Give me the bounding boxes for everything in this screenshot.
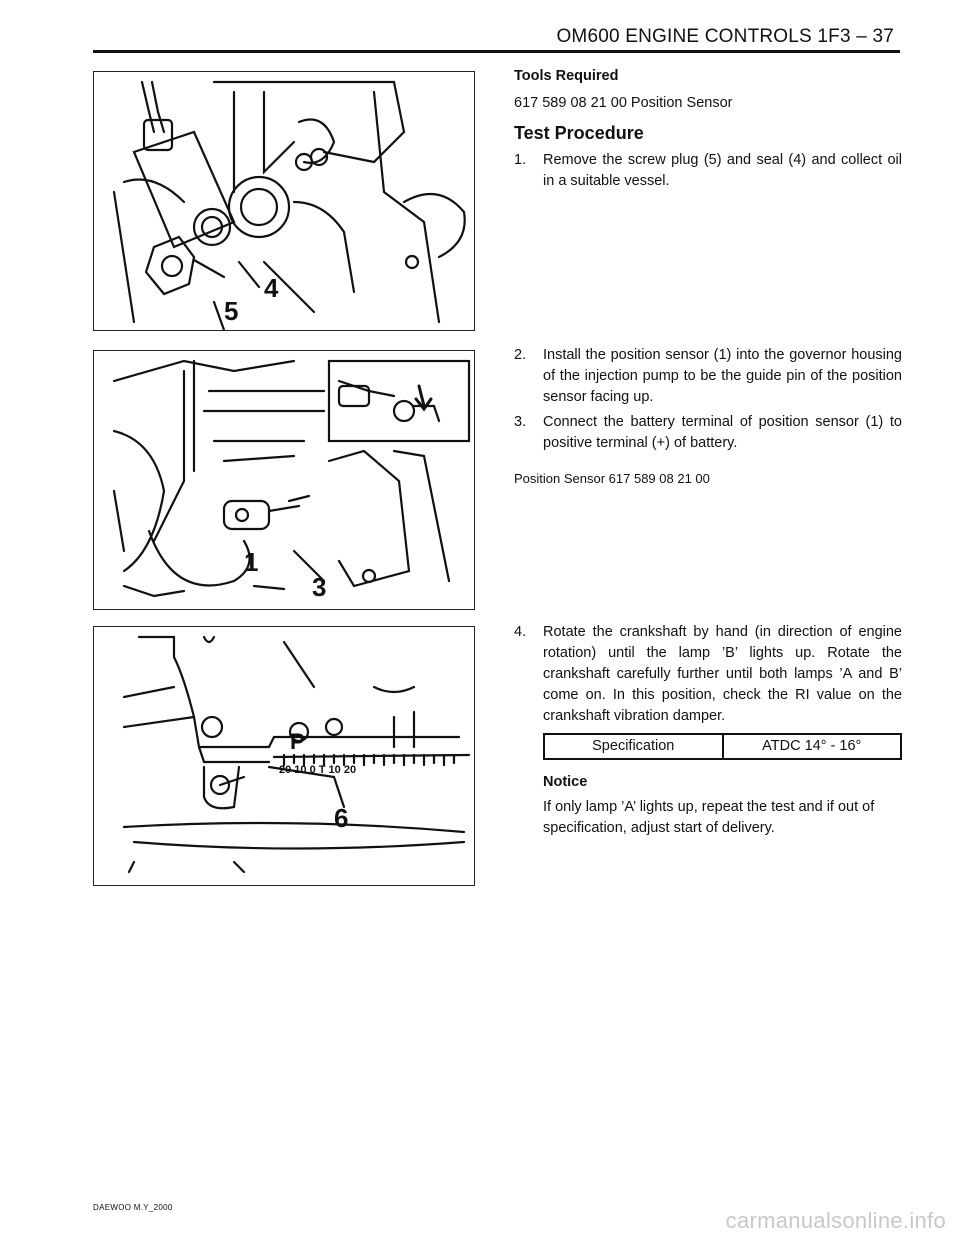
spec-table-wrapper bbox=[514, 733, 902, 839]
callout-3: 3 bbox=[312, 572, 327, 602]
spec-label: Specification bbox=[544, 734, 723, 759]
section-crankshaft-check bbox=[514, 622, 902, 839]
step-2 bbox=[514, 345, 902, 408]
notice-heading: Notice bbox=[543, 774, 588, 791]
figure-damper-scale bbox=[93, 626, 475, 886]
step-number: 3. bbox=[514, 414, 527, 431]
callout-6: 6 bbox=[334, 803, 349, 833]
step-text: Rotate the crankshaft by hand (in direction of engine rotation) until the lamp ’B’ lights up. Rotate the crankshaft carefully further until both lamps ’A and B’ come on. In this position, check the RI value on the crankshaft vibration damper. bbox=[543, 624, 902, 725]
callout-5: 5 bbox=[224, 296, 239, 326]
step-4 bbox=[514, 622, 902, 727]
section-tools bbox=[514, 66, 902, 192]
tool-line: 617 589 08 21 00 Position Sensor bbox=[514, 95, 733, 112]
damper-scale-illustration bbox=[94, 627, 474, 885]
footer-text: DAEWOO M.Y_2000 bbox=[93, 1203, 173, 1212]
step-1 bbox=[514, 150, 902, 192]
spec-value: ATDC 14° - 16° bbox=[723, 734, 902, 759]
spec-table bbox=[543, 733, 902, 760]
page-header-title: OM600 ENGINE CONTROLS 1F3 – 37 bbox=[556, 26, 894, 47]
callout-4: 4 bbox=[264, 273, 279, 303]
scale-numbers: 20 10 0 T 10 20 bbox=[279, 764, 357, 776]
header-divider bbox=[93, 50, 900, 53]
figure-caption: Position Sensor 617 589 08 21 00 bbox=[514, 471, 710, 487]
step-number: 1. bbox=[514, 152, 527, 169]
figure-position-sensor bbox=[93, 350, 475, 610]
step-3 bbox=[514, 412, 902, 454]
screw-plug-illustration bbox=[94, 72, 474, 330]
step-text: Install the position sensor (1) into the governor housing of the injection pump to be the guide pin of the position sensor facing up. bbox=[543, 347, 902, 406]
tools-required-heading: Tools Required bbox=[514, 68, 619, 84]
notice-text: If only lamp ’A’ lights up, repeat the test and if out of specification, adjust start of delivery. bbox=[543, 799, 875, 837]
test-procedure-heading: Test Procedure bbox=[514, 123, 644, 144]
step-number: 2. bbox=[514, 347, 527, 363]
step-text: Connect the battery terminal of position sensor (1) to positive terminal (+) of battery. bbox=[543, 414, 902, 452]
step-number: 4. bbox=[514, 624, 527, 640]
position-sensor-illustration bbox=[94, 351, 474, 609]
figure-screw-plug bbox=[93, 71, 475, 331]
callout-1: 1 bbox=[244, 547, 259, 577]
step-text: Remove the screw plug (5) and seal (4) and collect oil in a suitable vessel. bbox=[543, 152, 902, 190]
inset-frame bbox=[329, 361, 469, 441]
watermark: carmanualsonline.info bbox=[725, 1208, 946, 1233]
scale-mark-letter: P bbox=[290, 729, 305, 754]
section-install-sensor bbox=[514, 345, 902, 489]
